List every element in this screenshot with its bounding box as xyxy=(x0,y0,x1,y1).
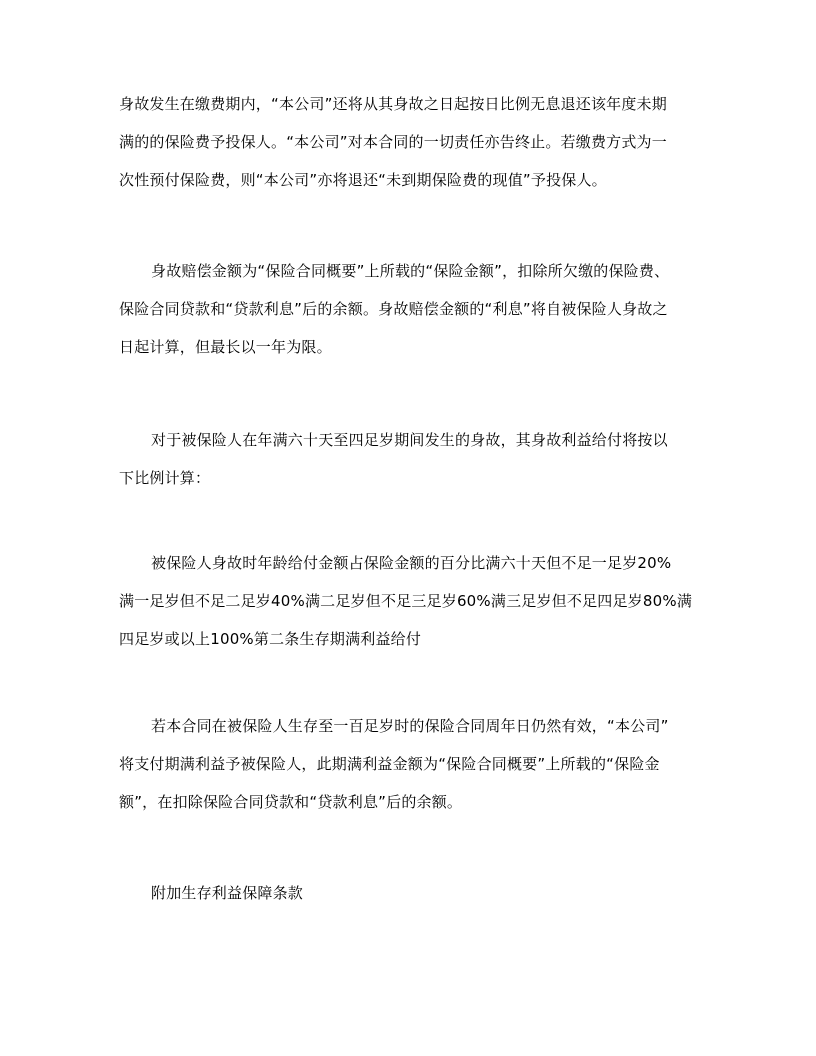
text-line: 四足岁或以上100%第二条生存期满利益给付 xyxy=(119,630,422,648)
paragraph-death-during-payment xyxy=(119,85,709,199)
text-line: 被保险人身故时年龄给付金额占保险金额的百分比满六十天但不足一足岁20% xyxy=(151,554,672,572)
text-line: 次性预付保险费，则“本公司”亦将退还“未到期保险费的现值”予投保人。 xyxy=(119,171,607,189)
paragraph-maturity-benefit xyxy=(119,707,709,821)
text-line: 保险合同贷款和“贷款利息”后的余额。身故赔偿金额的“利息”将自被保险人身故之 xyxy=(119,300,668,318)
text-line: 满的的保险费予投保人。“本公司”对本合同的一切责任亦告终止。若缴费方式为一 xyxy=(119,133,667,151)
paragraph-death-benefit-amount xyxy=(119,252,709,366)
paragraph-benefit-percentage xyxy=(119,544,709,658)
text-line: 满一足岁但不足二足岁40%满二足岁但不足三足岁60%满三足岁但不足四足岁80%满 xyxy=(119,592,693,610)
text-line: 将支付期满利益予被保险人，此期满利益金额为“保险合同概要”上所载的“保险金 xyxy=(119,755,660,773)
text-line: 身故发生在缴费期内，“本公司”还将从其身故之日起按日比例无息退还该年度未期 xyxy=(119,95,667,113)
text-line: 对于被保险人在年满六十天至四足岁期间发生的身故，其身故利益给付将按以 xyxy=(151,431,668,449)
text-line: 日起计算，但最长以一年为限。 xyxy=(119,338,332,356)
paragraph-section-heading xyxy=(119,874,709,912)
section-heading: 附加生存利益保障条款 xyxy=(151,884,304,902)
text-line: 身故赔偿金额为“保险合同概要”上所载的“保险金额”，扣除所欠缴的保险费、 xyxy=(151,262,670,280)
paragraph-child-death-benefit xyxy=(119,421,709,497)
text-line: 额”，在扣除保险合同贷款和“贷款利息”后的余额。 xyxy=(119,793,463,811)
text-line: 若本合同在被保险人生存至一百足岁时的保险合同周年日仍然有效，“本公司” xyxy=(151,717,669,735)
text-line: 下比例计算： xyxy=(119,469,211,487)
